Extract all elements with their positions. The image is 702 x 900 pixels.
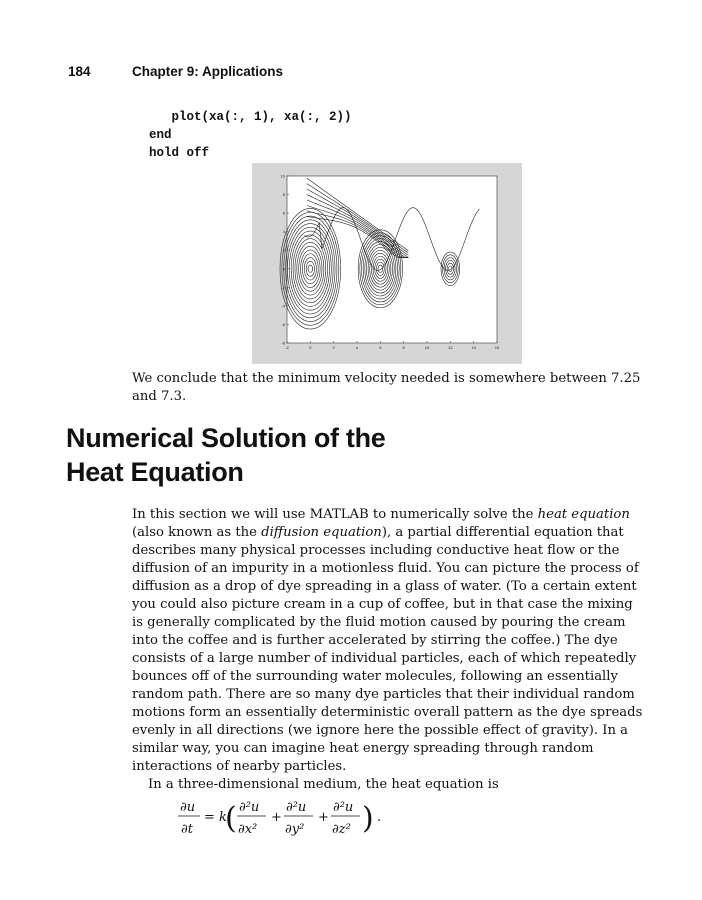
x-tick-label: 4 bbox=[355, 345, 359, 350]
x-tick-label: 10 bbox=[424, 345, 430, 350]
text-run: ), a partial differential equation that describes many physical processes including conductive heat flow or the diffusion of an impurity in a motionless fluid. You can picture the process of diffusion as a drop of dye spreading in a glass of water. (To a certain extent you could also picture cream in a cup of coffee, but in that case the mixing is generally complicated by the fluid motion caused by pouring the cream into the coffee and is further accelerated by stirring the coffee.) The dye consists of a large number of individual particles, each of which repeatedly bounces off of the surrounding water molecules, following an essentially random path. There are so many dye particles that their individual random motions form an essentially deterministic overall pattern as the dye spreads evenly in all directions (we ignore here the possible effect of gravity). In a similar way, you can imagine heat energy spreading through random interactions of nearby particles. bbox=[132, 525, 643, 774]
y-tick-label: -4 bbox=[281, 303, 285, 309]
term2-denominator: ∂y² bbox=[285, 822, 305, 837]
x-tick-label: 8 bbox=[402, 345, 405, 350]
term3-numerator: ∂²u bbox=[333, 800, 354, 815]
x-tick-label: 0 bbox=[309, 345, 312, 350]
y-tick-label: 4 bbox=[282, 229, 285, 235]
term1-numerator: ∂²u bbox=[239, 800, 260, 815]
y-tick-label: 6 bbox=[282, 210, 285, 216]
equals-k: = k bbox=[204, 810, 227, 825]
y-tick-label: -2 bbox=[281, 284, 285, 290]
code-line: hold off bbox=[149, 146, 210, 160]
x-tick-label: 6 bbox=[379, 345, 382, 350]
x-tick-label: 16 bbox=[494, 345, 500, 350]
term3-denominator: ∂z² bbox=[332, 822, 351, 837]
conclusion-paragraph: We conclude that the minimum velocity needed is somewhere between 7.25 and 7.3. bbox=[132, 371, 641, 404]
term-heat-equation: heat equation bbox=[537, 507, 630, 522]
x-tick-label: 12 bbox=[448, 345, 453, 350]
chapter-title: Chapter 9: Applications bbox=[132, 64, 284, 79]
heat-equation bbox=[178, 793, 388, 843]
x-tick-label: -2 bbox=[285, 345, 289, 350]
term-diffusion-equation: diffusion equation bbox=[261, 525, 382, 540]
y-tick-label: 10 bbox=[280, 173, 285, 179]
text-run: In this section we will use MATLAB to numerically solve the bbox=[132, 507, 538, 522]
right-paren: ) bbox=[362, 801, 374, 836]
plus-1: + bbox=[271, 810, 282, 825]
code-line: plot(xa(:, 1), xa(:, 2)) bbox=[149, 110, 352, 124]
y-tick-label: 2 bbox=[282, 247, 285, 253]
equation-intro-paragraph: In a three-dimensional medium, the heat equation is bbox=[148, 777, 499, 792]
plot-area bbox=[287, 176, 497, 343]
lhs-denominator: ∂t bbox=[181, 822, 193, 837]
intro-paragraph bbox=[132, 506, 644, 776]
section-title-line1: Numerical Solution of the bbox=[66, 423, 386, 453]
y-tick-label: -8 bbox=[281, 340, 285, 346]
plus-2: + bbox=[318, 810, 329, 825]
x-tick-label: 2 bbox=[332, 345, 335, 350]
phase-plot-figure bbox=[252, 163, 522, 364]
section-heading bbox=[66, 421, 386, 489]
running-head bbox=[68, 64, 284, 79]
section-title-line2: Heat Equation bbox=[66, 457, 244, 487]
y-tick-label: 0 bbox=[282, 266, 285, 272]
code-block bbox=[149, 108, 352, 162]
text-run: (also known as the bbox=[132, 525, 262, 540]
lhs-numerator: ∂u bbox=[180, 800, 196, 815]
term1-denominator: ∂x² bbox=[238, 822, 258, 837]
y-tick-label: -6 bbox=[281, 321, 285, 327]
page-number: 184 bbox=[68, 64, 91, 79]
code-line: end bbox=[149, 128, 172, 142]
section-body bbox=[132, 506, 644, 794]
y-tick-label: 8 bbox=[282, 192, 285, 198]
equation-period: . bbox=[377, 810, 382, 825]
term2-numerator: ∂²u bbox=[286, 800, 307, 815]
x-tick-label: 14 bbox=[471, 345, 476, 350]
left-paren: ( bbox=[225, 801, 237, 836]
